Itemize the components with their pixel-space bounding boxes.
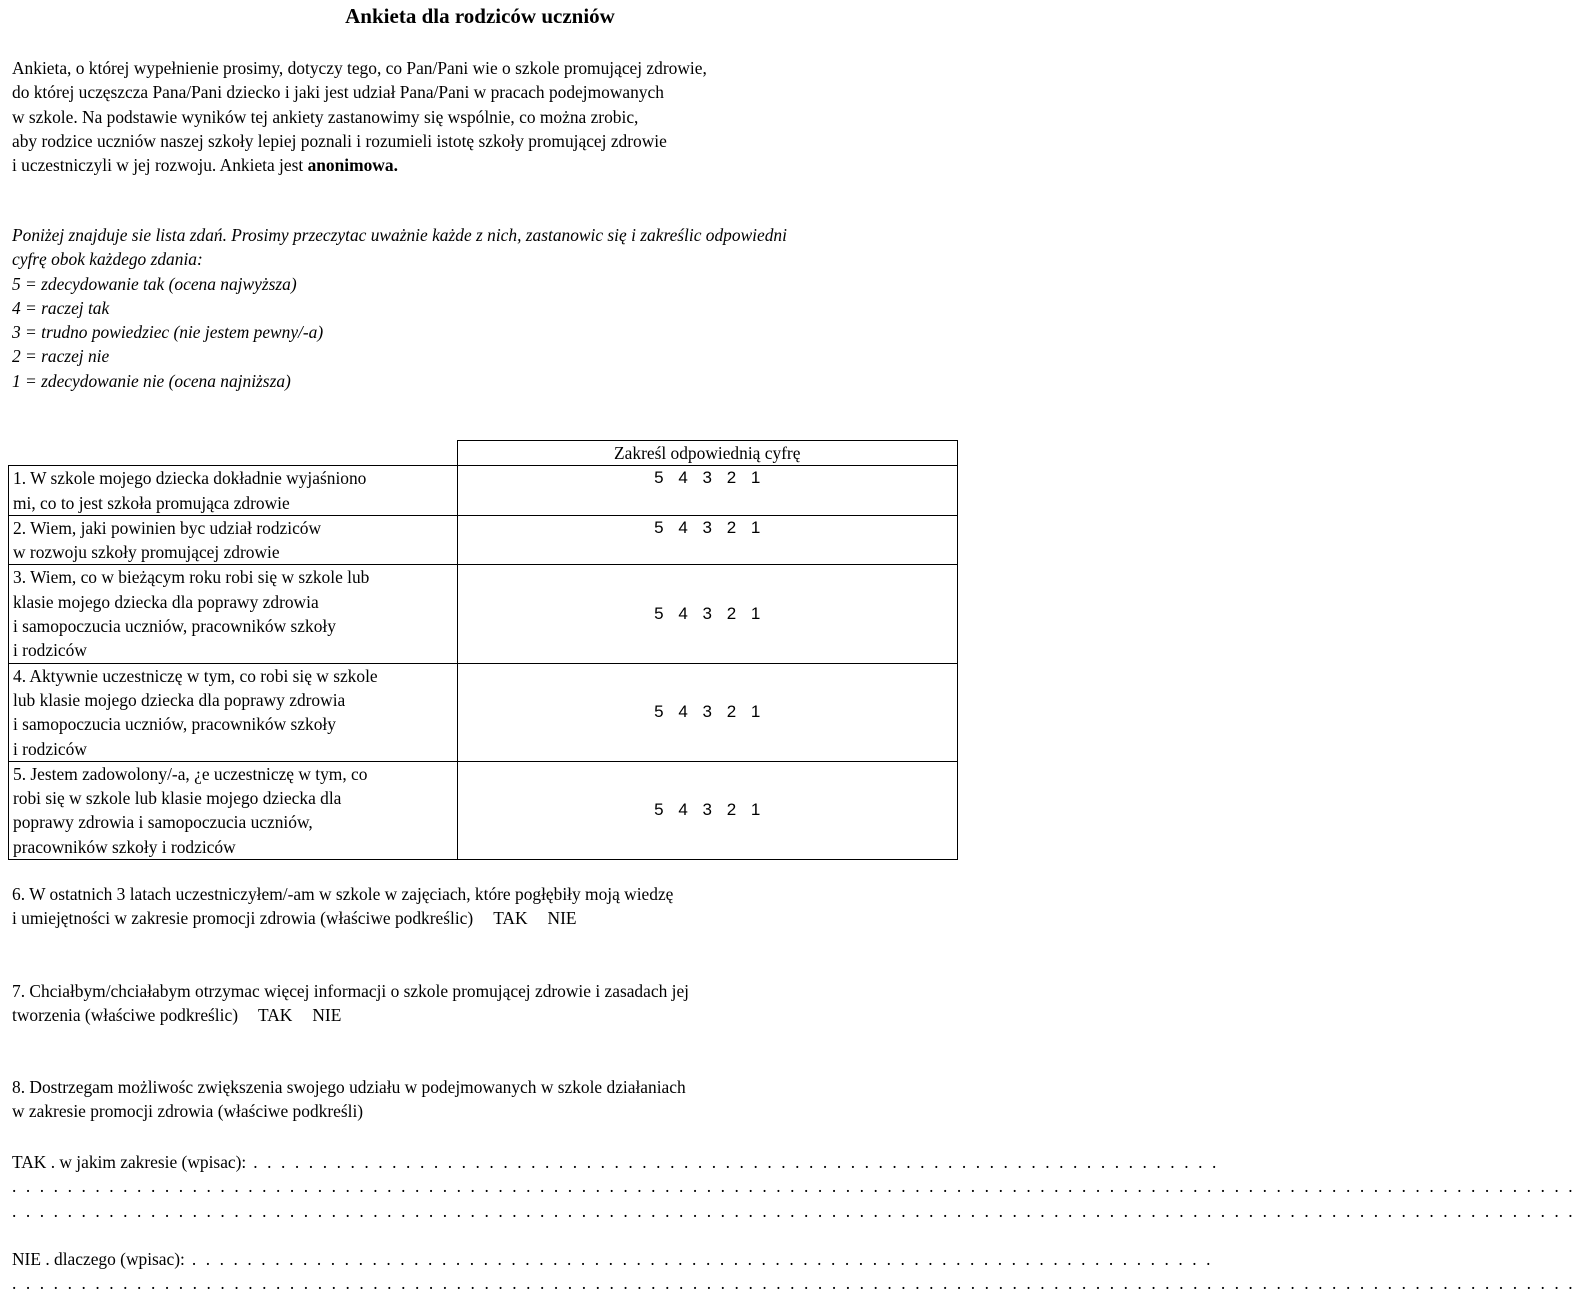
intro-line: Ankieta, o której wypełnienie prosimy, dotyczy tego, co Pan/Pani wie o szkole promującej zdrowie, — [12, 58, 707, 78]
rating-scale[interactable] — [457, 663, 958, 761]
question-line: 4. Aktywnie uczestniczę w tym, co robi się w szkole — [13, 665, 378, 686]
instructions-line: cyfrę obok każdego zdania: — [12, 249, 203, 270]
question-cell — [9, 761, 458, 859]
question-8-line: w zakresie promocji zdrowia (właściwe podkreśli) — [12, 1101, 364, 1122]
question-7-line: 7. Chciałbym/chciałabym otrzymac więcej informacji o szkole promującej zdrowie i zasadach jej — [12, 981, 689, 1001]
intro-line: aby rodzice uczniów naszej szkoły lepiej poznali i rozumieli istotę szkoły promującej zdrowie — [12, 130, 667, 151]
scale-legend-item: 1 = zdecydowanie nie (ocena najniższa) — [12, 370, 291, 391]
question-7-text: tworzenia (właściwe podkreślic) — [12, 1005, 238, 1026]
question-8-line: 8. Dostrzegam możliwośc zwiększenia swojego udziału w podejmowanych w szkole działaniach — [12, 1077, 686, 1097]
dotted-fill: . . . . . . . . . . . . . . . . . . . . . . . . . . . . . . . . . . . . . . . . . . . . . . . . . . . . . . . . . . . . . . . . . . . . . . — [246, 1152, 1219, 1172]
question-line: i samopoczucia uczniów, pracowników szkoły — [13, 616, 336, 637]
intro-line-text: i uczestniczyli w jej rozwoju. Ankieta jest — [12, 155, 308, 176]
question-line: 2. Wiem, jaki powinien byc udział rodziców — [13, 517, 322, 538]
table-row — [9, 761, 958, 859]
instructions — [12, 223, 952, 393]
question-line: klasie mojego dziecka dla poprawy zdrowia — [13, 591, 319, 612]
question-6-text: i umiejętności w zakresie promocji zdrowia (właściwe podkreślic) — [12, 908, 474, 929]
rating-scale[interactable] — [457, 565, 958, 663]
question-7-line — [12, 1003, 952, 1027]
scale-legend-item: 4 = raczej tak — [12, 297, 110, 318]
question-line: w rozwoju szkoły promującej zdrowie — [13, 542, 280, 563]
dotted-answer-line[interactable]: . . . . . . . . . . . . . . . . . . . . . . . . . . . . . . . . . . . . . . . . . . . . . . . . . . . . . . . . . . . . . . . . . . . . . . . . . . . . . . . . . . . . . . . . . . . . . . . . . . . . . . . . . . . . . . . . . — [12, 1200, 1575, 1221]
question-cell — [9, 466, 458, 516]
question-line: mi, co to jest szkoła promująca zdrowie — [13, 492, 290, 513]
dotted-answer-line[interactable]: . . . . . . . . . . . . . . . . . . . . . . . . . . . . . . . . . . . . . . . . . . . . . . . . . . . . . . . . . . . . . . . . . . . . . . . . . . . . . . . . . . . . . . . . . . . . . . . . . . . . . . . . . . . . . . . . . — [12, 1273, 1575, 1294]
rating-options[interactable]: 5 4 3 2 1 — [654, 517, 761, 537]
question-8 — [12, 1075, 952, 1124]
rating-scale[interactable] — [457, 515, 958, 565]
intro-line: do której uczęszcza Pana/Pani dziecko i jaki jest udział Pana/Pani w pracach podejmowanych — [12, 82, 664, 103]
intro-paragraph — [12, 56, 952, 177]
dotted-fill: . . . . . . . . . . . . . . . . . . . . . . . . . . . . . . . . . . . . . . . . . . . . . . . . . . . . . . . . . . . . . . . . . . . . . . . . . . — [184, 1249, 1214, 1270]
scale-legend-item: 2 = raczej nie — [12, 346, 110, 367]
rating-options[interactable]: 5 4 3 2 1 — [654, 702, 761, 722]
question-line: 3. Wiem, co w bieżącym roku robi się w szkole lub — [13, 567, 370, 588]
rating-options[interactable]: 5 4 3 2 1 — [654, 800, 761, 820]
table-header-blank — [9, 441, 458, 466]
question-6 — [12, 882, 952, 931]
spacer-line — [12, 1223, 852, 1247]
anonymous-note: anonimowa. — [307, 155, 398, 176]
yes-answer-label: TAK . w jakim zakresie (wpisac): — [12, 1152, 247, 1172]
question-line: i rodziców — [13, 640, 87, 661]
instructions-line: Poniżej znajduje sie lista zdań. Prosimy przeczytac uważnie każde z nich, zastanowic się i zakreślic odpowiedni — [12, 225, 787, 245]
question-cell — [9, 663, 458, 761]
question-6-line — [12, 906, 952, 930]
answer-yes[interactable]: TAK — [493, 908, 528, 929]
yes-answer-line[interactable] — [12, 1150, 1219, 1174]
question-line: i rodziców — [13, 738, 87, 759]
scale-legend-item: 3 = trudno powiedziec (nie jestem pewny/-a) — [12, 322, 324, 343]
table-row — [9, 466, 958, 516]
question-7 — [12, 979, 952, 1028]
question-line: i samopoczucia uczniów, pracowników szkoły — [13, 714, 336, 735]
intro-line: w szkole. Na podstawie wyników tej ankiety zastanowimy się wspólnie, co można zrobic, — [12, 106, 639, 127]
question-line: pracowników szkoły i rodziców — [13, 836, 236, 857]
question-cell — [9, 515, 458, 565]
rating-options[interactable]: 5 4 3 2 1 — [654, 603, 761, 623]
rating-options[interactable]: 5 4 3 2 1 — [654, 468, 761, 488]
no-answer-label: NIE . dlaczego (wpisac): — [12, 1249, 185, 1270]
table-header: Zakreśl odpowiednią cyfrę — [457, 441, 958, 466]
no-answer-line[interactable] — [12, 1247, 1214, 1271]
answer-no[interactable]: NIE — [312, 1005, 342, 1026]
scale-legend-item: 5 = zdecydowanie tak (ocena najwyższa) — [12, 273, 297, 294]
question-cell — [9, 565, 458, 663]
question-line: 1. W szkole mojego dziecka dokładnie wyjaśniono — [13, 468, 367, 489]
question-line: 5. Jestem zadowolony/-a, ¿e uczestniczę w tym, co — [13, 763, 368, 784]
page-title: Ankieta dla rodziców uczniów — [345, 4, 615, 28]
rating-scale[interactable] — [457, 466, 958, 516]
dotted-answer-line[interactable]: . . . . . . . . . . . . . . . . . . . . . . . . . . . . . . . . . . . . . . . . . . . . . . . . . . . . . . . . . . . . . . . . . . . . . . . . . . . . . . . . . . . . . . . . . . . . . . . . . . . . . . . . . . . . . . . . . — [12, 1176, 1575, 1197]
intro-last-line — [12, 153, 952, 177]
rating-table — [8, 440, 958, 860]
answer-yes[interactable]: TAK — [258, 1005, 293, 1026]
table-header-row — [9, 441, 958, 466]
answer-no[interactable]: NIE — [547, 908, 577, 929]
question-8-answers — [12, 1150, 1575, 1296]
rating-scale[interactable] — [457, 761, 958, 859]
question-6-line: 6. W ostatnich 3 latach uczestniczyłem/-am w szkole w zajęciach, które pogłębiły moją wiedzę — [12, 884, 674, 904]
question-line: poprawy zdrowia i samopoczucia uczniów, — [13, 812, 313, 833]
question-line: robi się w szkole lub klasie mojego dziecka dla — [13, 788, 342, 809]
table-row — [9, 663, 958, 761]
question-line: lub klasie mojego dziecka dla poprawy zdrowia — [13, 689, 346, 710]
table-row — [9, 565, 958, 663]
table-row — [9, 515, 958, 565]
